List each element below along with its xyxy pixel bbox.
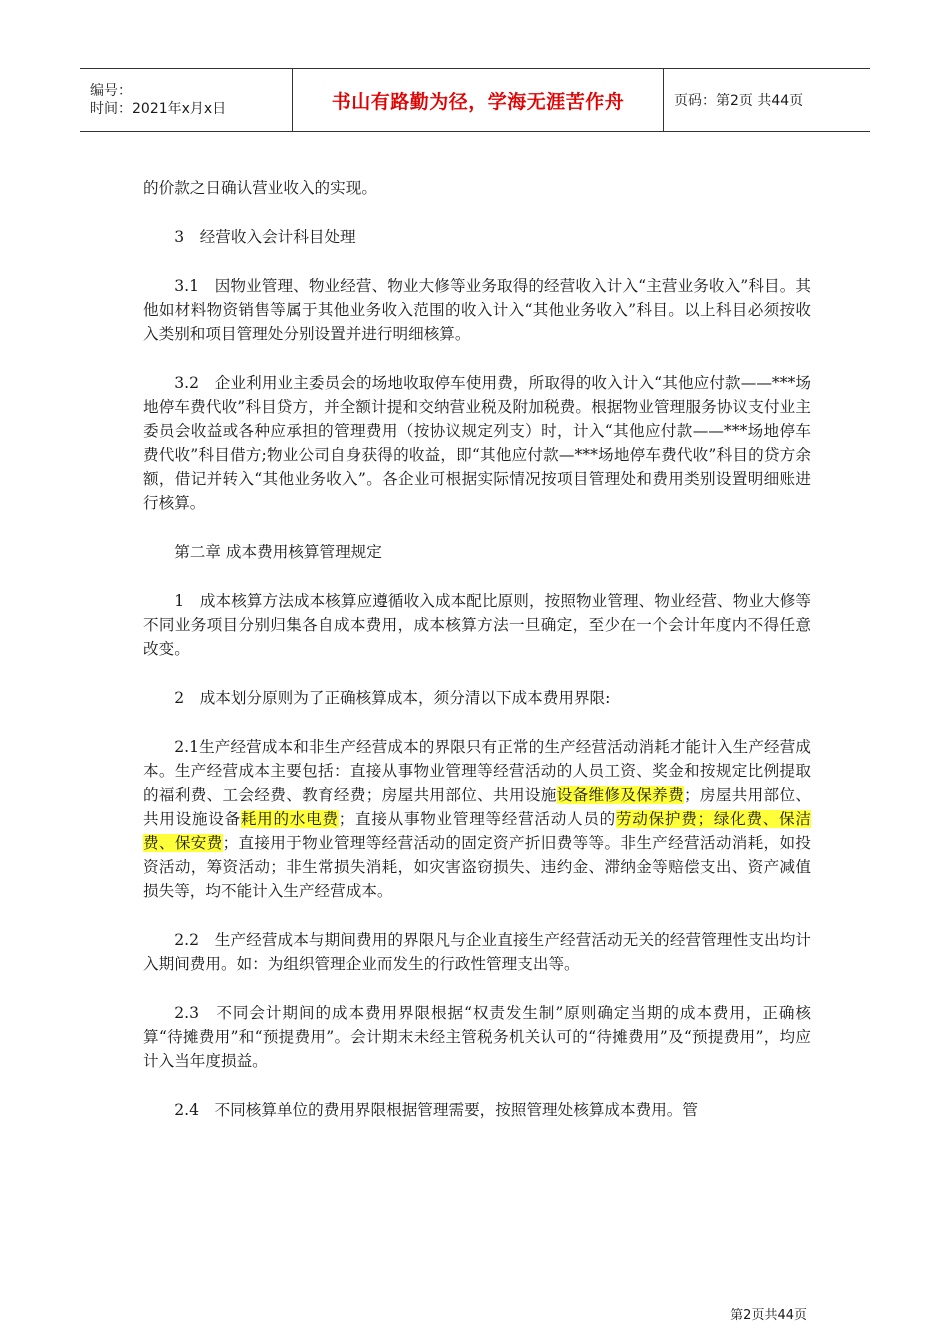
paragraph-highlighted [143,735,811,903]
chapter-heading: 第二章 成本费用核算管理规定 [174,543,382,561]
text-run: ；房屋共用部位、共用设施设备 [143,786,811,828]
highlighted-text: 设备维修及保养费 [556,786,684,804]
header-page-cell [664,69,870,131]
paragraph: 3.1 因物业管理、物业经营、物业大修等业务取得的经营收入计入“主营业务收入”科目。其他如材料物资销售等属于其他业务收入范围的收入计入“其他业务收入”科目。以上科目必须按收入类别和项目管理处分别设置并进行明细核算。 [143,277,811,343]
paragraph: 1 成本核算方法成本核算应遵循收入成本配比原则，按照物业管理、物业经营、物业大修等不同业务项目分别归集各自成本费用，成本核算方法一旦确定，至少在一个会计年度内不得任意改变。 [143,592,811,658]
page-info: 页码：第2页 共44页 [674,93,804,109]
paragraph: 的价款之日确认营业收入的实现。 [143,179,377,197]
highlighted-text: 劳动保护费；绿化费、保洁费、保安费 [143,810,811,852]
paragraph: 3.2 企业利用业主委员会的场地收取停车使用费，所取得的收入计入“其他应付款——***场地停车费代收”科目贷方，并全额计提和交纳营业税及附加税费。根据物业管理服务协议支付业主委员会收益或各种应承担的管理费用（按协议规定列支）时，计入“其他应付款——***场地停车费代收”科目借方;物业公司自身获得的收益，即“其他应付款—***场地停车费代收”科目的贷方余额，借记并转入“其他业务收入”。各企业可根据实际情况按项目管理处和费用类别设置明细账进 行核算。 [143,374,811,512]
text-run: ；直接用于物业管理等经营活动的固定资产折旧费等等。非生产经营活动消耗，如投资活动，筹资活动；非生常损失消耗，如灾害盗窃损失、违约金、滞纳金等赔偿支出、资产减值损失等，均不能计入生产经营成本。 [143,834,811,900]
header-motto-cell [292,69,664,131]
paragraph: 2 成本划分原则为了正确核算成本，须分清以下成本费用界限: [174,689,611,707]
paragraph: 2.2 生产经营成本与期间费用的界限凡与企业直接生产经营活动无关的经营管理性支出均计入期间费用。如：为组织管理企业而发生的行政性管理支出等。 [143,931,811,973]
section-heading: 3 经营收入会计科目处理 [174,228,356,246]
number-label: 编号： [90,83,132,99]
paragraph: 2.3 不同会计期间的成本费用界限根据“权责发生制”原则确定当期的成本费用，正确核算“待摊费用”和“预提费用”。会计期末未经主管税务机关认可的“待摊费用”及“预提费用”，均应计入当年度损益。 [143,1004,811,1070]
document-body [143,176,811,1147]
paragraph: 2.4 不同核算单位的费用界限根据管理需要，按照管理处核算成本费用。管 [174,1101,698,1119]
page-header [80,68,870,132]
page-footer: 第2页共44页 [730,1308,807,1323]
header-meta [80,69,292,131]
highlighted-text: 耗用的水电费 [240,810,339,828]
time-label: 时间：2021年x月x日 [90,101,227,117]
text-run: ；直接从事物业管理等经营活动人员的 [338,810,616,828]
text-run: 2.1生产经营成本和非生产经营成本的界限只有正常的生产经营活动消耗才能计入生产经营成本。生产经营成本主要包括：直接从事物业管理等经营活动的人员工资、奖金和按规定比例提取的福利费、工会经费、教育经费；房屋共用部位、共用设施 [143,738,811,804]
motto: 书山有路勤为径，学海无涯苦作舟 [331,90,625,113]
